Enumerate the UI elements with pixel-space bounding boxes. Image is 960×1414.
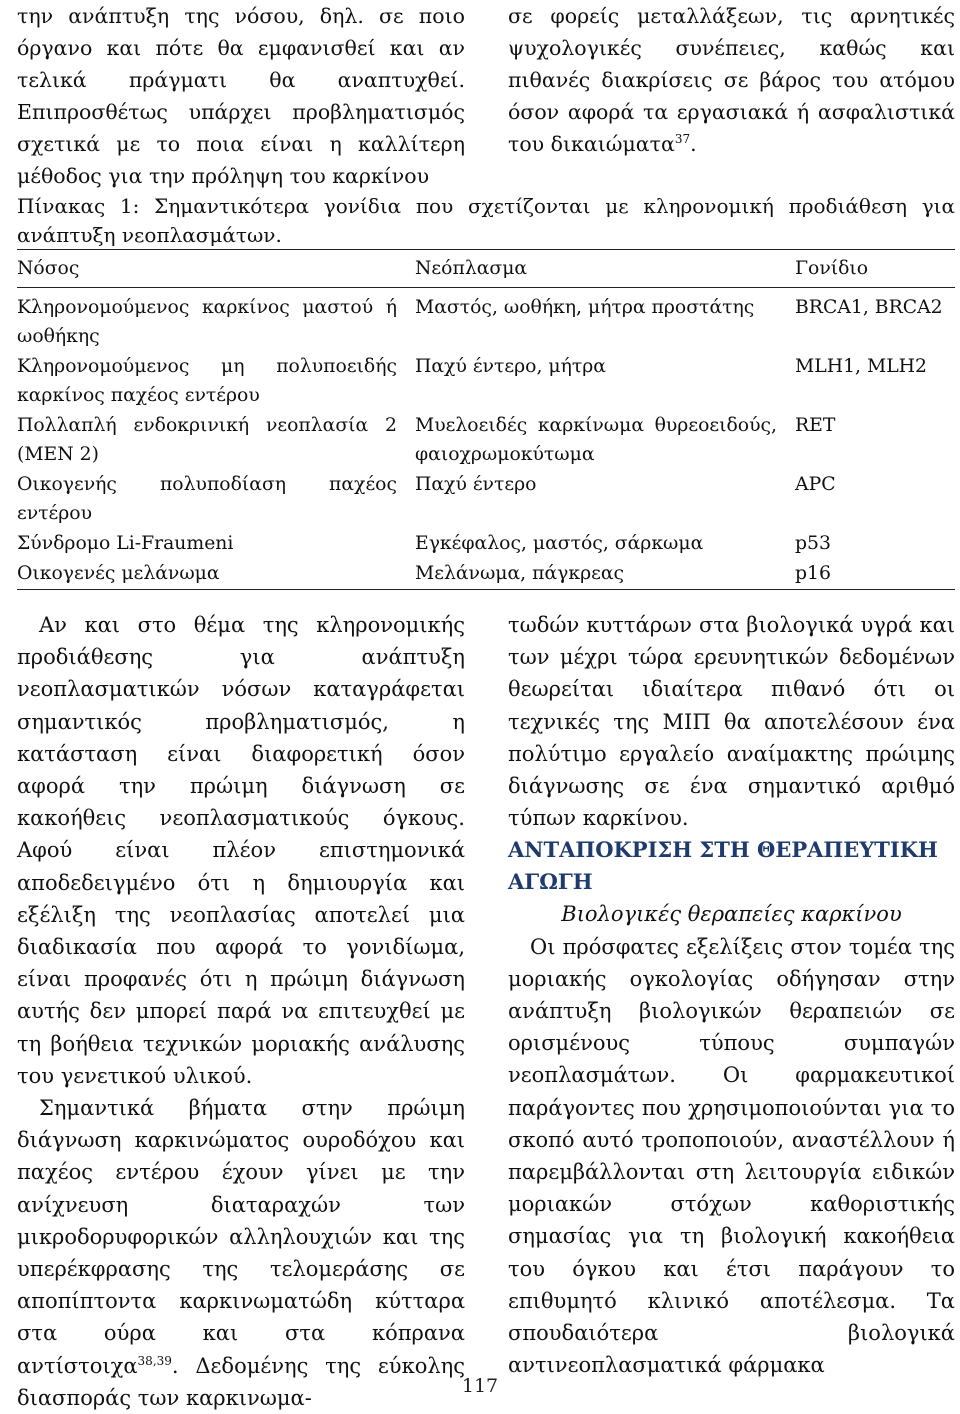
section-heading: ΑΝΤΑΠΟΚΡΙΣΗ ΣΤΗ ΘΕΡΑΠΕΥΤΙΚΗ ΑΓΩΓΗ (508, 837, 938, 895)
table-row (17, 411, 955, 470)
cell-disease: Σύνδρομο Li-Fraumeni (17, 533, 234, 554)
table-row (17, 470, 955, 529)
top-right-text: σε φορείς μεταλλάξεων, τις αρνητικές ψυχολογικές συνέπειες, καθώς και πιθανές διακρίσεις σε βάρος του ατόμου όσον αφορά τα εργασιακά ή ασφαλιστικά του δικαιώματα (508, 4, 955, 156)
cell-neoplasm: Μελάνωμα, πάγκρεας (415, 559, 795, 590)
cell-gene: MLH1, MLH2 (795, 356, 928, 377)
paragraph-molecular-steps (17, 1092, 465, 1414)
header-gene: Γονίδιο (795, 250, 955, 288)
cell-disease: Πολλαπλή ενδοκρινική νεοπλασία 2 (MEN 2) (17, 415, 397, 465)
paragraph-continuation: τωδών κυττάρων στα βιολογικά υγρά και των μέχρι τώρα ερευνητικών δεδομένων θεωρείται ιδιαίτερα πιθανό ότι οι τεχνικές της ΜΙΠ θα αποτελέσουν ένα πολύτιμο εργαλείο αναίμακτης πρώιμης διάγνωσης σε ένα σημαντικό αριθμό τύπων καρκίνου. (508, 613, 955, 831)
table-row (17, 559, 955, 590)
cell-disease: Οικογενές μελάνωμα (17, 559, 415, 590)
cell-gene: BRCA1, BRCA2 (795, 297, 943, 318)
cell-disease: Κληρονομούμενος καρκίνος μαστού ή ωοθήκης (17, 297, 397, 347)
top-right-paragraph (508, 0, 955, 160)
top-right-end: . (690, 132, 697, 156)
paragraph-text: Σημαντικά βήματα στην πρώιμη διάγνωση καρκινώματος ουροδόχου και παχέος εντέρου έχουν γίνει με την ανίχνευση διαταραχών των μικροδορυφορικών αλληλουχιών και της υπερέκφρασης της τελομεράσης σε αποπίπτοντα καρκινωματώδη κύτταρα στα ούρα και στα κόπρανα αντίστοιχα (17, 1096, 465, 1378)
cell-neoplasm: Παχύ έντερο, μήτρα (415, 356, 606, 377)
reference-37: 37 (674, 132, 691, 147)
reference-38-39: 38,39 (137, 1353, 172, 1368)
paragraph-biological-therapies: Οι πρόσφατες εξελίξεις στον τομέα της μοριακής ογκολογίας οδήγησαν στην ανάπτυξη βιολογικών θεραπειών σε ορισμένους τύπους συμπαγών νεοπλασμάτων. Οι φαρμακευτικοί παράγοντες που χρησιμοποιούνται για το σκοπό αυτό τροποποιούν, αναστέλλουν ή παρεμβάλλονται στη λειτουργία ειδικών μοριακών στόχων καθοριστικής σημασίας για τη βιολογική κακοήθεια του όγκου και έτσι παράγουν το επιθυμητό κλινικό αποτέλεσμα. Τα σπουδαιότερα βιολογικά αντινεοπλασματικά φάρμακα (508, 934, 955, 1378)
table-row (17, 288, 955, 353)
paragraph-text-end: . Δεδομένης της εύκολης διασποράς των καρκινωμα- (17, 1353, 465, 1410)
table-caption: Πίνακας 1: Σημαντικότερα γονίδια που σχετίζονται με κληρονομική προδιάθεση για ανάπτυξη νεοπλασμάτων. (17, 194, 955, 247)
section-subheading: Βιολογικές θεραπείες καρκίνου (561, 902, 902, 927)
paragraph-early-diagnosis: Αν και στο θέμα της κληρονομικής προδιάθεσης για ανάπτυξη νεοπλασματικών νόσων καταγράφεται σημαντικός προβληματισμός, η κατάσταση είναι διαφορετική όσον αφορά την πρώιμη διάγνωση σε κακοήθεις νεοπλασματικούς όγκους. Αφού είναι πλέον επιστημονικά αποδεδειγμένο ότι η δημιουργία και εξέλιξη της νεοπλασίας αποτελεί μια διαδικασία που αφορά το γονιδίωμα, είναι προφανές ότι η πρώιμη διάγνωση αυτής δεν μπορεί παρά να επιτευχθεί με τη βοήθεια τεχνικών μοριακής ανάλυσης του γενετικού υλικού. (17, 613, 465, 1088)
cell-disease: Οικογενής πολυποδίαση παχέος εντέρου (17, 474, 397, 524)
cell-neoplasm: Μαστός, ωοθήκη, μήτρα προστάτης (415, 297, 755, 318)
table-row (17, 529, 955, 559)
header-disease: Νόσος (17, 250, 415, 288)
table-header-row (17, 250, 955, 288)
page-number: 117 (461, 1375, 499, 1397)
table-row (17, 352, 955, 411)
genes-table (17, 249, 955, 590)
top-right-column (508, 0, 955, 160)
top-left-paragraph: την ανάπτυξη της νόσου, δηλ. σε ποιο όργανο και πότε θα εμφανισθεί και αν τελικά πράγματι θα αναπτυχθεί. Επιπροσθέτως υπάρχει προβληματισμός σχετικά με το ποια είναι η καλλίτερη μέθοδος για την πρόληψη του καρκίνου (17, 4, 465, 188)
cell-gene: p53 (795, 533, 831, 554)
bottom-left-column (17, 609, 465, 1414)
cell-neoplasm: Μυελοειδές καρκίνωμα θυρεοειδούς, φαιοχρωμοκύτωμα (415, 415, 777, 465)
bottom-right-column (508, 609, 955, 1381)
cell-gene: APC (795, 474, 836, 495)
cell-gene: RET (795, 415, 836, 436)
cell-disease: Κληρονομούμενος μη πολυποειδής καρκίνος παχέος εντέρου (17, 356, 397, 406)
top-left-column (17, 0, 465, 192)
cell-neoplasm: Παχύ έντερο (415, 474, 537, 495)
cell-neoplasm: Εγκέφαλος, μαστός, σάρκωμα (415, 533, 704, 554)
cell-gene: p16 (795, 559, 955, 590)
header-neoplasm: Νεόπλασμα (415, 250, 795, 288)
